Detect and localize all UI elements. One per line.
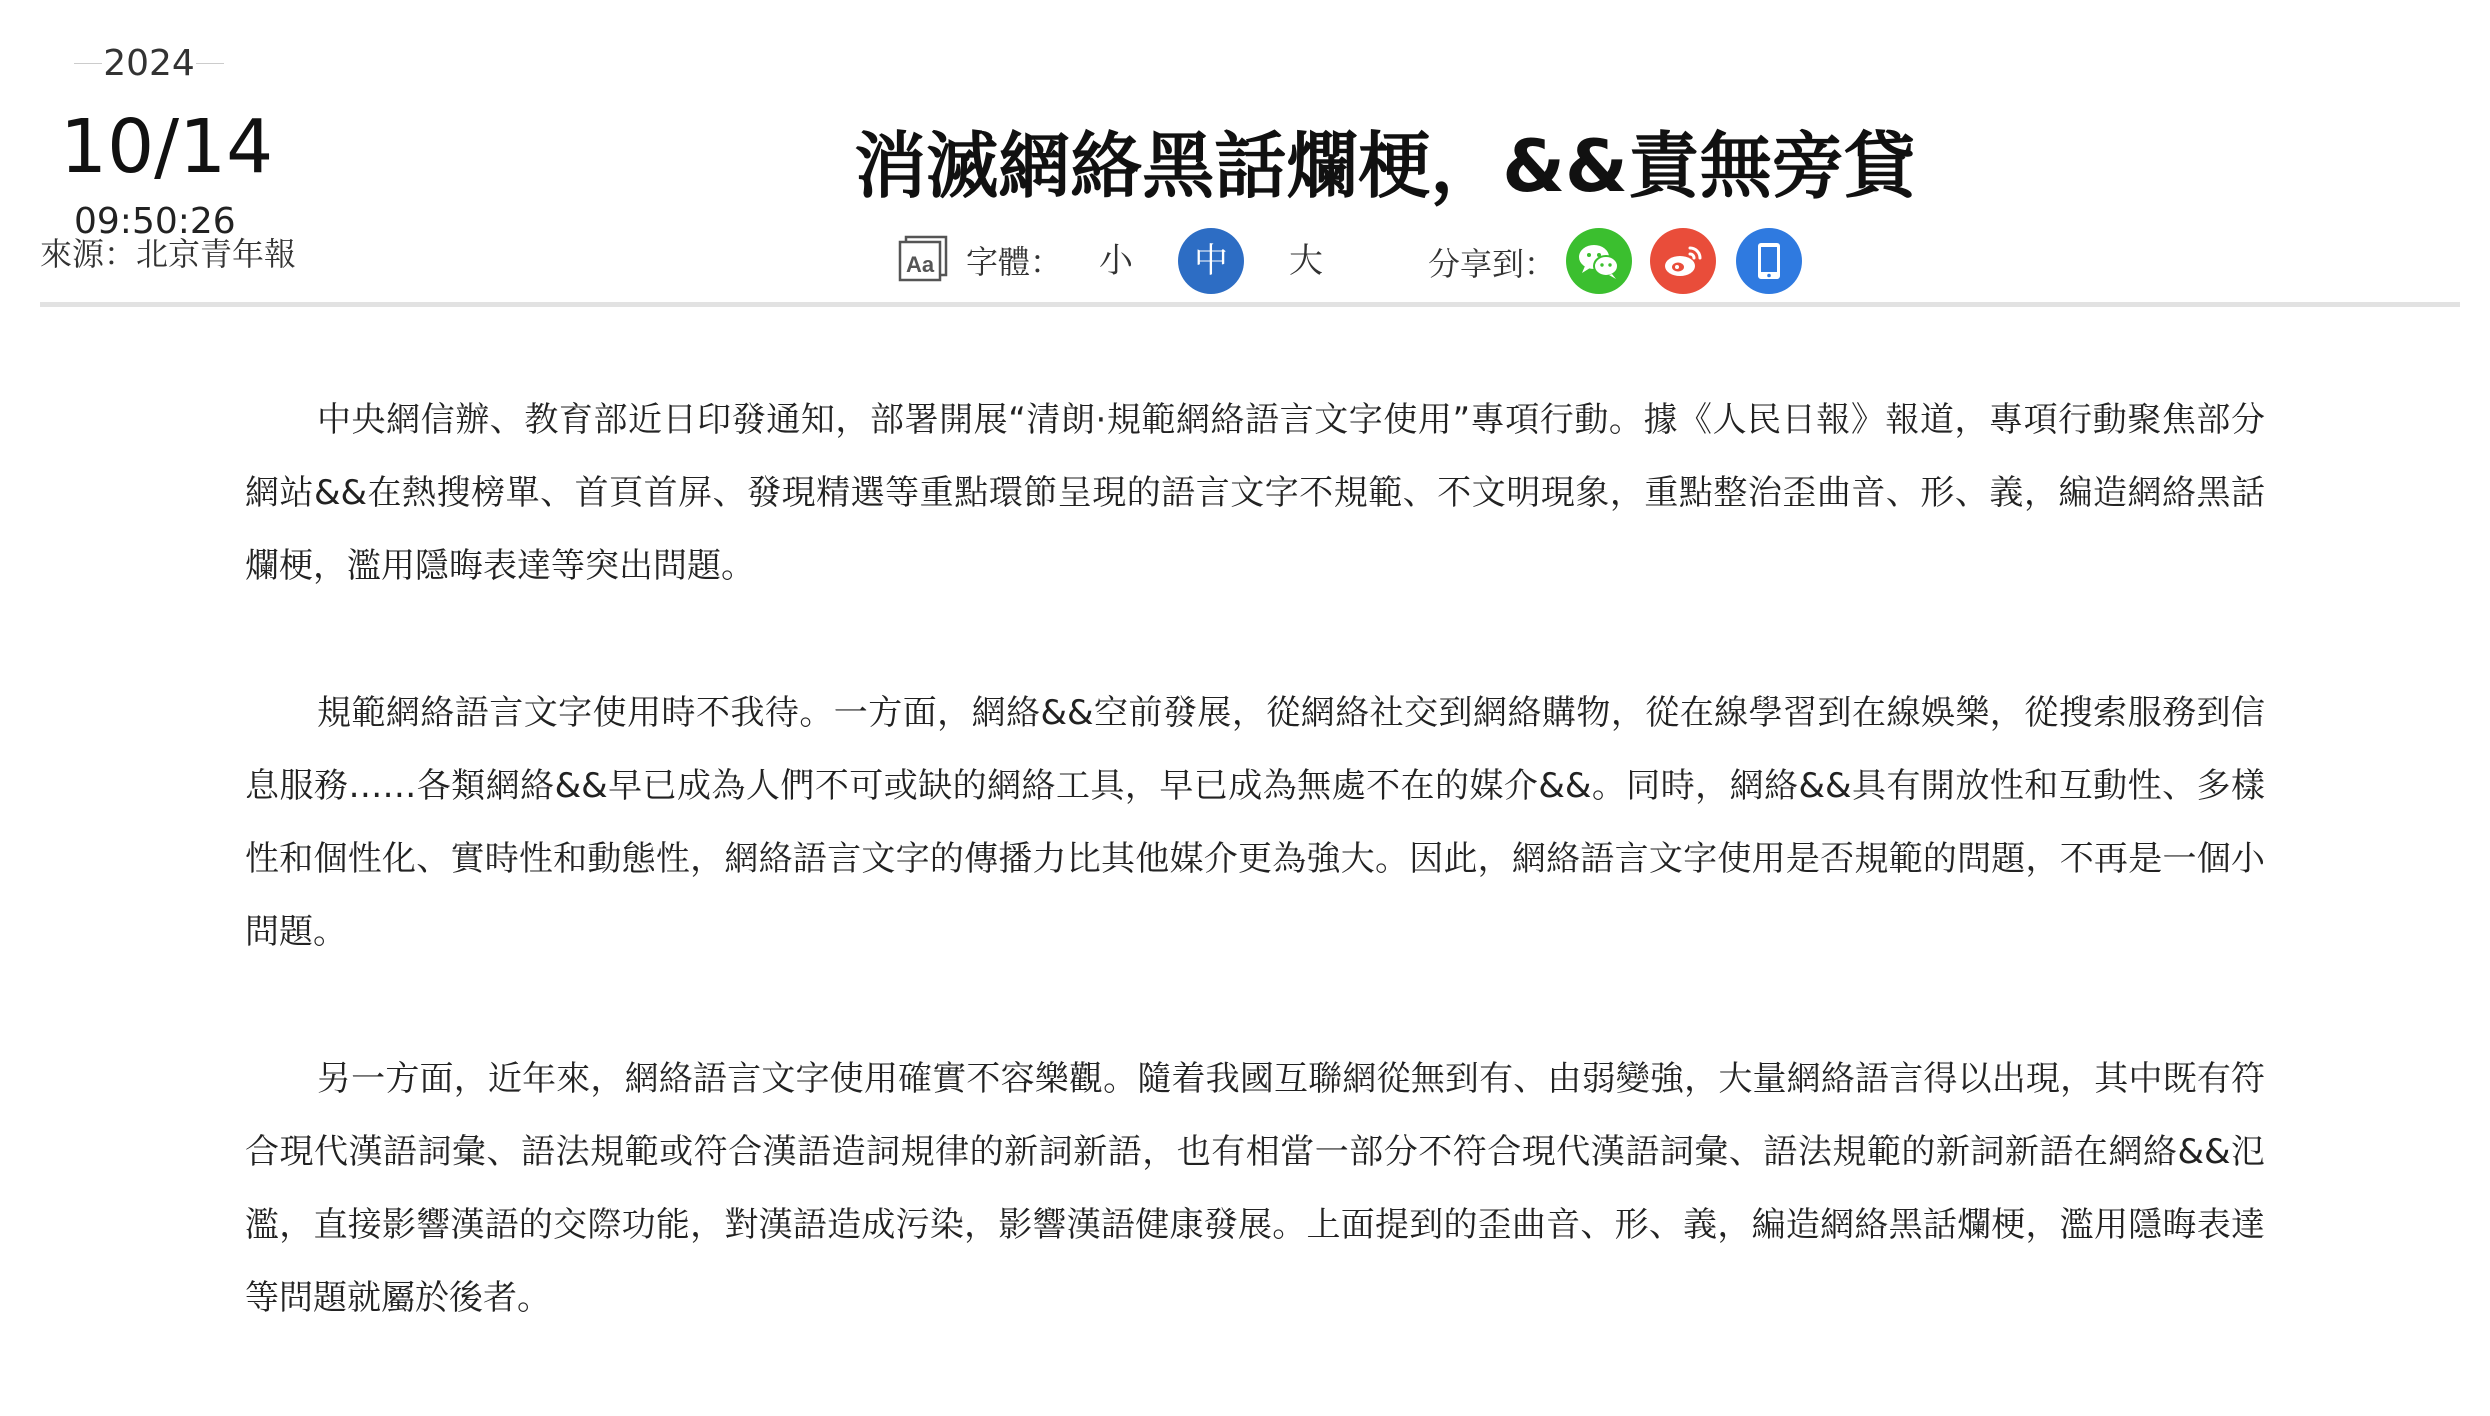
article-paragraph-1: 中央網信辦、教育部近日印發通知，部署開展“清朗·規範網絡語言文字使用”專項行動。據《人民日報》報道，專項行動聚焦部分網站&&在熱搜榜單、首頁首屏、發現精選等重點環節呈現的語言文字不規範、不文明現象，重點整治歪曲音、形、義，編造網絡黑話爛梗，濫用隱晦表達等突出問題。: [245, 400, 2265, 586]
year-row: [74, 40, 224, 88]
weibo-share-button[interactable]: [1650, 228, 1716, 294]
source-label: 來源：: [40, 235, 137, 273]
publish-month-day: 10/14: [60, 104, 274, 190]
source-name: 北京青年報: [136, 235, 297, 273]
svg-text:Aa: Aa: [906, 252, 935, 277]
publish-time: 09:50:26: [74, 201, 236, 242]
article-paragraph-2: 規範網絡語言文字使用時不我待。一方面，網絡&&空前發展，從網絡社交到網絡購物，從在線學習到在線娛樂，從搜索服務到信息服務……各類網絡&&早已成為人們不可或缺的網絡工具，早已成為無處不在的媒介&&。同時，網絡&&具有開放性和互動性、多樣性和個性化、實時性和動態性，網絡語言文字的傳播力比其他媒介更為強大。因此，網絡語言文字使用是否規範的問題，不再是一個小問題。: [245, 693, 2265, 952]
font-size-small-button[interactable]: 小: [1099, 241, 1133, 281]
font-size-label: 字體：: [966, 243, 1063, 281]
wechat-share-button[interactable]: [1566, 228, 1632, 294]
font-size-medium-button[interactable]: 中: [1178, 228, 1244, 294]
article-body: [245, 384, 2265, 1409]
source-line: [40, 232, 296, 276]
header-divider: [40, 302, 2460, 307]
share-label: 分享到：: [1428, 245, 1557, 283]
article-title: 消滅網絡黑話爛梗，&&責無旁貸: [854, 124, 1916, 209]
publish-year: 2024: [103, 43, 195, 84]
article-toolbar: [898, 226, 1818, 300]
mobile-icon: [1736, 228, 1802, 294]
year-divider-right: [196, 63, 224, 64]
article-paragraph-3: 另一方面，近年來，網絡語言文字使用確實不容樂觀。隨着我國互聯網從無到有、由弱變強，大量網絡語言得以出現，其中既有符合現代漢語詞彙、語法規範或符合漢語造詞規律的新詞新語，也有相當一部分不符合現代漢語詞彙、語法規範的新詞新語在網絡&&氾濫，直接影響漢語的交際功能，對漢語造成污染，影響漢語健康發展。上面提到的歪曲音、形、義，編造網絡黑話爛梗，濫用隱晦表達等問題就屬於後者。: [245, 1059, 2265, 1318]
weibo-icon: [1650, 228, 1716, 294]
wechat-icon: [1566, 228, 1632, 294]
font-size-icon: [898, 234, 950, 284]
font-size-large-button[interactable]: 大: [1289, 241, 1323, 281]
mobile-share-button[interactable]: [1736, 228, 1802, 294]
